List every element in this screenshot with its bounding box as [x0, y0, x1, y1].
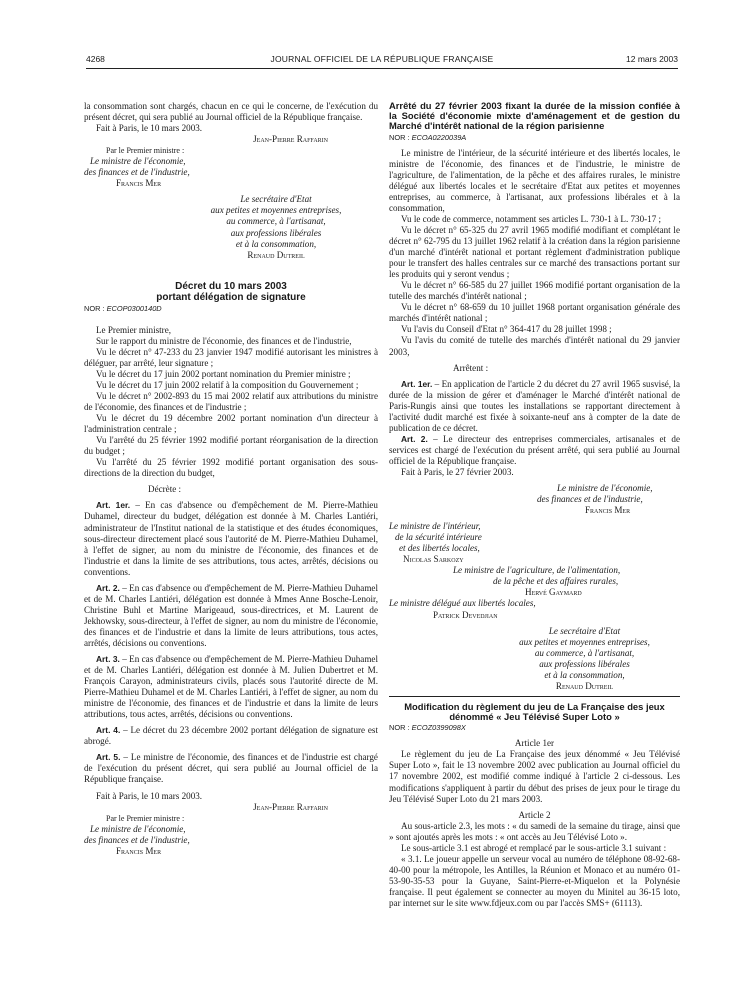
signature-name: Patrick Devedjian — [433, 609, 498, 620]
arrete-paragraph: Vu l'avis du comité de tutelle des marchés d'intérêt national du 29 janvier 2003, — [389, 335, 680, 357]
decree-subtitle: portant délégation de signature — [156, 291, 306, 303]
loto-nor: NOR : ECOZ0399098X — [389, 723, 466, 733]
article-heading: Article 2 — [518, 809, 551, 820]
loto-title: Modification du règlement du jeu de La Française des jeux — [404, 700, 665, 712]
signature-title: et à la consommation, — [235, 238, 317, 249]
page-number: 4268 — [86, 54, 105, 64]
article-heading: Article 1er — [514, 738, 555, 749]
decree-paragraph: Vu le décret du 19 décembre 2002 portant nomination d'un directeur à l'administration centrale ; — [84, 413, 378, 435]
signature-title: aux petites et moyennes entreprises, — [519, 636, 650, 647]
signature-title: des finances et de l'industrie, — [537, 494, 643, 505]
signature-title: au commerce, à l'artisanat, — [534, 647, 635, 658]
signature-name: Hervé Gaymard — [525, 587, 582, 598]
signature-name: Francis Mer — [116, 178, 162, 189]
decree-paragraph: Vu le décret n° 47-233 du 23 janvier 1947 modifié autorisant les ministres à déléguer, par arrêté, leur signature ; — [84, 346, 378, 368]
arrete-paragraph: Vu l'avis du Conseil d'Etat n° 364-417 du 28 juillet 1998 ; — [401, 324, 612, 335]
signature-title: Le ministre de l'économie, — [90, 156, 186, 167]
signature-name: Francis Mer — [585, 505, 631, 516]
signature-name: Nicolas Sarkozy — [403, 554, 464, 565]
fait-line: Fait à Paris, le 27 février 2003. — [401, 466, 514, 477]
right-column — [389, 101, 680, 909]
arrete-paragraph: Vu le code de commerce, notamment ses articles L. 730-1 à L. 730-17 ; — [401, 213, 662, 224]
arrete-paragraph: Vu le décret n° 68-659 du 10 juillet 1968 portant organisation générale des marchés d'intérêt national ; — [389, 302, 680, 324]
signature-title: Le ministre de l'économie, — [557, 483, 653, 494]
issue-date: 12 mars 2003 — [626, 54, 678, 64]
article-paragraph: Le règlement du jeu de La Française des jeux dénommé « Jeu Télévisé Super Loto », fait le 13 novembre 2002 avec publication au Journal officiel du 17 novembre 2002, est modifié comme indiqué à l'article 2 ci-dessous. Les modifications s'appliquent à partir du début des prises de jeux pour le tirage du Jeu Télévisé Super Loto du 21 mars 2003. — [389, 749, 680, 804]
signature-name: Jean-Pierre Raffarin — [253, 134, 328, 145]
arrete-paragraph: Vu le décret n° 65-325 du 27 avril 1965 modifié modifiant et complétant le décret n° 62-795 du 13 juillet 1962 relatif à la création dans la région parisienne d'un marché d'intérêt national et portant règlement d'administration publique pour le transfert des halles centrales sur ce marché des transactions portant sur les produits qui y seront vendus ; — [389, 224, 680, 280]
decree-nor: NOR : ECOP0300140D — [84, 303, 162, 313]
signature-title: aux petites et moyennes entreprises, — [210, 205, 342, 216]
header-rule — [86, 68, 678, 69]
fait-line: Fait à Paris, le 10 mars 2003. — [96, 123, 203, 134]
journal-title: JOURNAL OFFICIEL DE LA RÉPUBLIQUE FRANÇAISE — [270, 54, 494, 64]
signature-name: Renaud Dutreil — [555, 680, 614, 691]
decree-paragraph: Le Premier ministre, — [96, 324, 172, 335]
article-paragraph: Art. 4. – Le décret du 23 décembre 2002 portant délégation de signature est abrogé. — [84, 725, 378, 747]
signature-title: et à la consommation, — [544, 669, 625, 680]
signature-title: Le ministre de l'agriculture, de l'alimentation, — [453, 565, 621, 576]
article-paragraph: Le sous-article 3.1 est abrogé et remplacé par le sous-article 3.1 suivant : — [401, 842, 667, 853]
signature-title: Le secrétaire d'Etat — [240, 194, 312, 205]
article-paragraph: Au sous-article 2.3, les mots : « du samedi de la semaine du tirage, ainsi que » sont ajoutés après les mots : « ont accès au Jeu Télévisé Loto ». — [389, 820, 680, 842]
decree-paragraph: Vu l'arrêté du 25 février 1992 modifié portant réorganisation de la direction du budget ; — [84, 435, 378, 457]
signature-intro: Par le Premier ministre : — [106, 813, 185, 823]
signature-name: Renaud Dutreil — [247, 249, 305, 260]
arretent-heading: Arrêtent : — [453, 362, 489, 373]
signature-title: aux professions libérales — [230, 227, 322, 238]
decree-paragraph: Vu l'arrêté du 25 février 1992 modifié portant organisation des sous-directions de la direction du budget, — [84, 457, 378, 479]
decree-paragraph: Vu le décret du 17 juin 2002 relatif à la composition du Gouvernement ; — [96, 379, 359, 390]
signature-name: Francis Mer — [116, 845, 162, 856]
signature-title: au commerce, à l'artisanat, — [226, 216, 326, 227]
signature-title: aux professions libérales — [539, 658, 630, 669]
decree-paragraph: Sur le rapport du ministre de l'économie, des finances et de l'industrie, — [96, 335, 352, 346]
loto-subtitle: dénommé « Jeu Télévisé Super Loto » — [449, 711, 620, 723]
signature-title: et des libertés locales, — [399, 543, 480, 554]
arrete-paragraph: Le ministre de l'intérieur, de la sécurité intérieure et des libertés locales, le ministre de l'économie, des finances et de l'industrie, le ministre de l'agriculture, de l'alimentation, de la pêche et des affaires rurales, le ministre délégué aux libertés locales et le secrétaire d'Etat aux petites et moyennes entreprises, au commerce, à l'artisanat, aux professions libérales et à la consommation, — [389, 147, 680, 213]
left-column — [84, 101, 378, 857]
article-paragraph: Art. 2. – Le directeur des entreprises commerciales, artisanales et de services est chargé de l'exécution du présent arrêté, qui sera publié au Journal officiel de la République française. — [389, 433, 680, 466]
article-paragraph: « 3.1. Le joueur appelle un serveur vocal au numéro de téléphone 08-92-68-40-00 pour la métropole, les Antilles, la Réunion et Monaco et au numéro 01-53-90-35-53 pour la Guyane, Saint-Pierre-et-Miquelon et la Polynésie française. Il peut également se connecter au moyen du Minitel au 36-15 loto, par internet sur le site www.fdjeux.com ou par l'accès SMS+ (61113). — [389, 853, 680, 908]
signature-title: Le ministre de l'économie, — [90, 823, 186, 834]
signature-title: Le secrétaire d'Etat — [548, 625, 621, 636]
decrete-heading: Décrète : — [148, 484, 182, 495]
signature-title: de la sécurité intérieure — [395, 532, 482, 543]
signature-title: de la pêche et des affaires rurales, — [493, 576, 619, 587]
article-paragraph: Art. 1er. – En application de l'article 2 du décret du 27 avril 1965 susvisé, la durée de la mission de gérer et d'aménager le Marché d'intérêt national de Paris-Rungis ainsi que toutes les installations se rapportant directement à l'activité dudit marché est fixée à soixante-neuf ans à compter de la date de publication de ce décret. — [389, 378, 680, 433]
decree-paragraph: Vu le décret du 17 juin 2002 portant nomination du Premier ministre ; — [96, 368, 351, 379]
signature-title: des finances et de l'industrie, — [84, 834, 190, 845]
section-divider — [389, 696, 680, 697]
article-paragraph: Art. 1er. – En cas d'absence ou d'empêchement de M. Pierre-Mathieu Duhamel, directeur du budget, délégation est donnée à M. Charles Lantiéri, administrateur de l'Institut national de la statistique et des études économiques, sous-directeur directement placé sous l'autorité de M. Pierre-Mathieu Duhamel, à l'effet de signer, au nom du ministre de l'économie, des finances et de l'industrie et dans la limite de ses attributions, tous actes, arrêtés, décisions ou conventions. — [84, 500, 378, 577]
signature-title: Le ministre de l'intérieur, — [389, 521, 481, 532]
signature-title: Le ministre délégué aux libertés locales, — [389, 598, 536, 609]
arrete-nor: NOR : ECOA0220039A — [389, 132, 467, 142]
article-paragraph: Art. 3. – En cas d'absence ou d'empêchement de M. Pierre-Mathieu Duhamel et de M. Charles Lantiéri, délégation est donnée à M. Julien Dubertret et M. François Carayon, administrateurs civils, placés sous l'autorité directe de M. Pierre-Mathieu Duhamel et de M. Charles Lantiéri, à l'effet de signer, au nom du ministre de l'économie, des finances et de l'industrie et dans la limite de leurs attributions, tous actes, arrêtés, décisions ou conventions. — [84, 654, 378, 720]
signature-name: Jean-Pierre Raffarin — [253, 801, 328, 812]
signature-title: des finances et de l'industrie, — [84, 167, 190, 178]
decree-title: Décret du 10 mars 2003 — [175, 280, 287, 292]
decree-paragraph: Vu le décret n° 2002-893 du 15 mai 2002 relatif aux attributions du ministre de l'économie, des finances et de l'industrie ; — [84, 390, 378, 413]
article-paragraph: Art. 2. – En cas d'absence ou d'empêchement de M. Pierre-Mathieu Duhamel et de M. Charles Lantiéri, délégation est donnée à Mmes Anne Bosche-Lenoir, Christine Buhl et Martine Marigeaud, sous-directrices, et M. Laurent de Jekhowsky, sous-directeur, à l'effet de signer, au nom du ministre de l'économie, des finances et de l'industrie et dans la limite de leurs attributions, tous actes, arrêtés, décisions ou conventions. — [84, 582, 378, 648]
intro-paragraph: la consommation sont chargés, chacun en ce qui le concerne, de l'exécution du présent décret, qui sera publié au Journal officiel de la République française. — [84, 101, 378, 123]
signature-intro: Par le Premier ministre : — [106, 146, 185, 156]
fait-line: Fait à Paris, le 10 mars 2003. — [96, 790, 203, 801]
article-paragraph: Art. 5. – Le ministre de l'économie, des finances et de l'industrie est chargé de l'exécution du présent décret, qui sera publié au Journal officiel de la République française. — [84, 752, 378, 785]
arrete-title: Arrêté du 27 février 2003 fixant la durée de la mission confiée à la Société d'économie mixte d'aménagement et de gestion du Marché d'intérêt national de la région parisienne — [389, 100, 680, 132]
arrete-paragraph: Vu le décret n° 66-585 du 27 juillet 1966 modifié portant organisation de la tutelle des marchés d'intérêt national ; — [389, 280, 680, 302]
